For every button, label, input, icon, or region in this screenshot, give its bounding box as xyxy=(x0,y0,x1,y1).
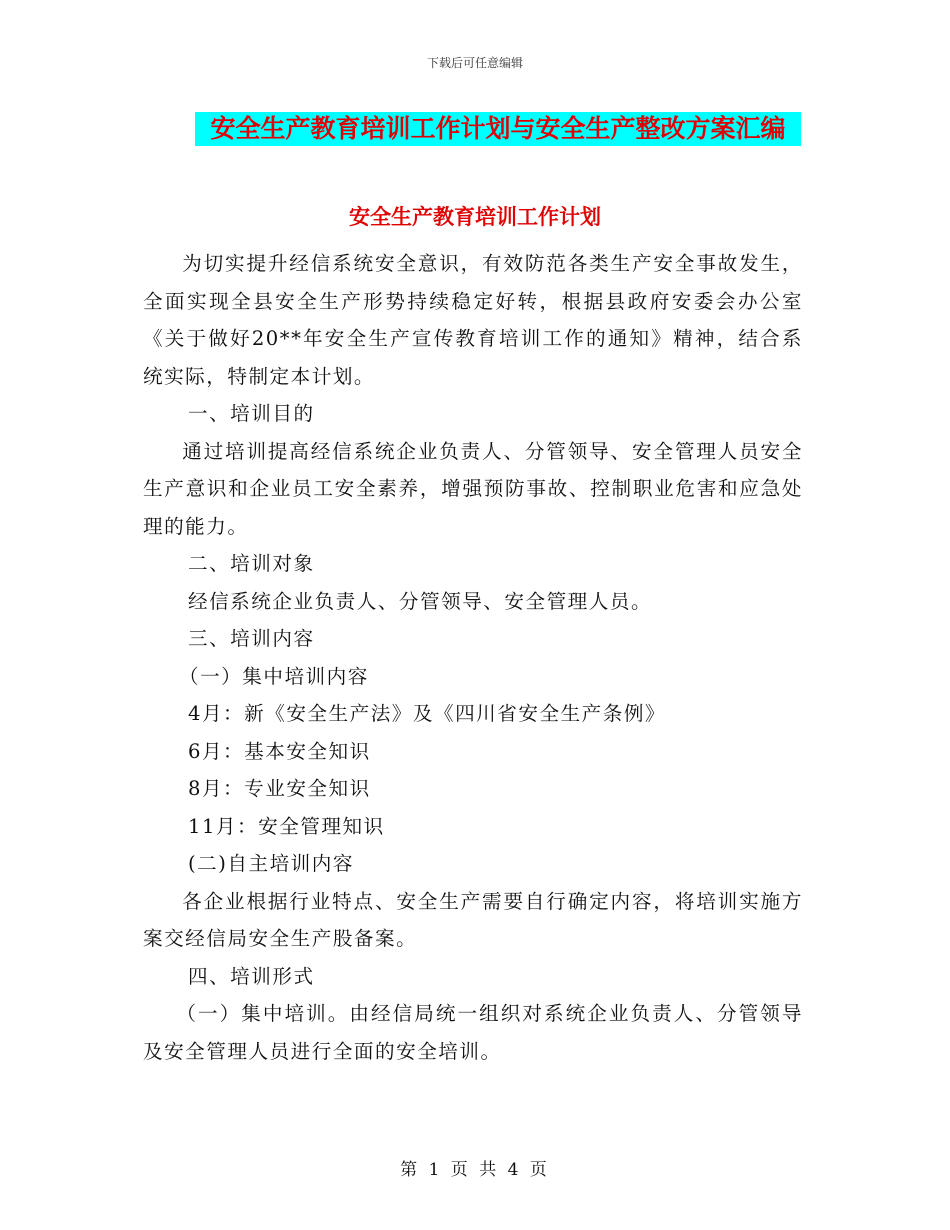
content-item: 8月：专业安全知识 xyxy=(188,777,371,800)
heading-training-content: 三、培训内容 xyxy=(188,627,315,650)
page-footer: 第 1 页 共 4 页 xyxy=(400,1160,550,1180)
intro-paragraph: 为切实提升经信系统安全意识，有效防范各类生产安全事故发生，全面实现全县安全生产形势持续稳定好转，根据县政府安委会办公室《关于做好20**年安全生产宣传教育培训工作的通知》精神，结合系统实际，特制定本计划。 xyxy=(143,252,803,388)
subheading-centralized-content: （一）集中培训内容 xyxy=(179,664,369,688)
heading-training-purpose: 一、培训目的 xyxy=(188,402,315,425)
training-purpose-paragraph: 通过培训提高经信系统企业负责人、分管领导、安全管理人员安全生产意识和企业员工安全素养，增强预防事故、控制职业危害和应急处理的能力。 xyxy=(143,439,803,538)
content-item: 4月：新《安全生产法》及《四川省安全生产条例》 xyxy=(188,702,667,725)
document-body xyxy=(143,245,803,1070)
training-targets-text: 经信系统企业负责人、分管领导、安全管理人员。 xyxy=(188,589,653,613)
heading-training-form: 四、培训形式 xyxy=(188,964,315,988)
content-item: 11月：安全管理知识 xyxy=(188,814,385,838)
self-training-paragraph: 各企业根据行业特点、安全生产需要自行确定内容，将培训实施方案交经信局安全生产股备案。 xyxy=(143,889,803,950)
header-note: 下载后可任意编辑 xyxy=(426,56,523,70)
content-item: 6月：基本安全知识 xyxy=(188,739,371,763)
heading-training-targets: 二、培训对象 xyxy=(188,552,315,575)
section-title: 安全生产教育培训工作计划 xyxy=(349,204,601,229)
document-title: 安全生产教育培训工作计划与安全生产整改方案汇编 xyxy=(195,112,801,146)
training-form-paragraph: （一）集中培训。由经信局统一组织对系统企业负责人、分管领导及安全管理人员进行全面的安全培训。 xyxy=(143,1002,803,1063)
subheading-self-training-content: (二)自主培训内容 xyxy=(188,852,354,875)
